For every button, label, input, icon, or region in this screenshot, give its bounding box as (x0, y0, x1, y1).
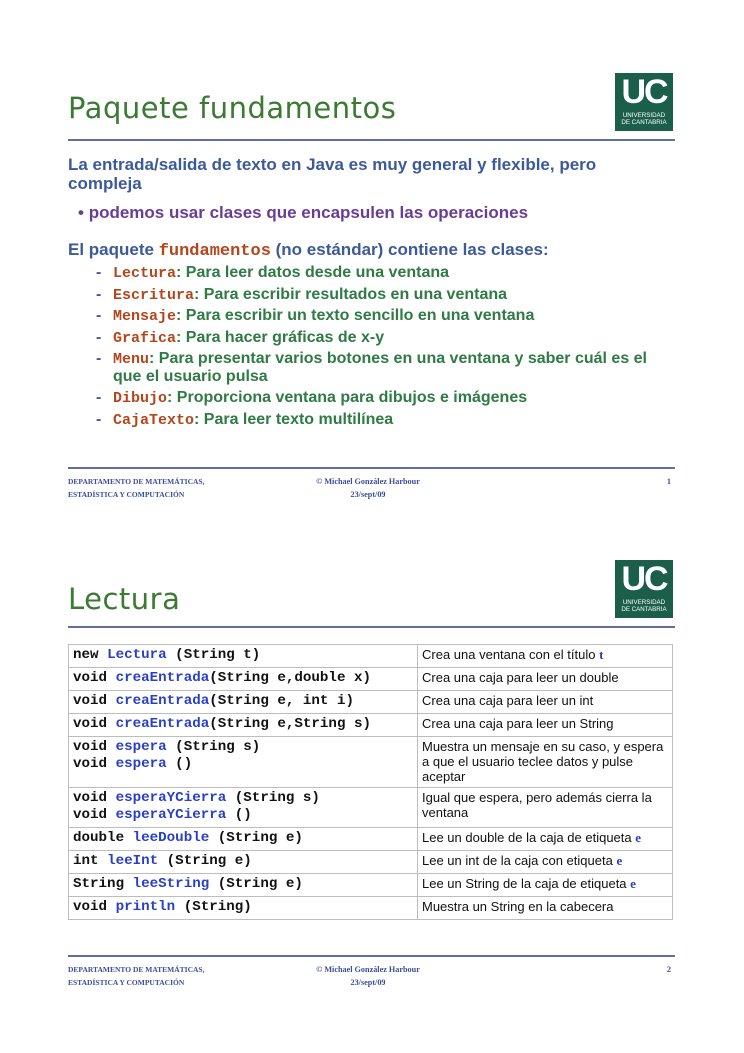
method-name: creaEntrada (115, 693, 210, 709)
method-signature (69, 714, 418, 737)
description-param: e (616, 853, 623, 868)
table-row (69, 897, 673, 920)
description-text: Lee un int de la caja con etiqueta (422, 853, 617, 868)
signature-prefix: void (73, 756, 116, 772)
signature-line (73, 670, 414, 687)
signature-params: () (226, 807, 252, 823)
class-description: : Para escribir un texto sencillo en una ventana (176, 307, 535, 325)
title-rule (68, 139, 675, 141)
dash-marker: - (96, 264, 102, 281)
table-row (69, 737, 673, 788)
class-name: Lectura (113, 265, 177, 282)
logo-subtitle: UNIVERSIDAD DE CANTABRIA (621, 112, 667, 126)
title-rule (68, 626, 675, 628)
signature-prefix: void (73, 693, 116, 709)
table-row (69, 645, 673, 668)
signature-line (73, 716, 414, 733)
method-name: println (115, 899, 176, 915)
signature-params: (String s) (166, 739, 261, 755)
description-text: Crea una caja para leer un int (422, 693, 594, 708)
footer-author: © Michael González Harbour 23/sept/09 (316, 477, 420, 499)
signature-line (73, 899, 414, 916)
dash-marker: - (96, 388, 102, 406)
method-signature (69, 788, 418, 828)
signature-line (73, 830, 414, 847)
method-signature (69, 645, 418, 668)
table-row (69, 874, 673, 897)
method-name: esperaYCierra (115, 807, 227, 823)
method-name: creaEntrada (115, 670, 210, 686)
class-description: : Para leer datos desde una ventana (176, 264, 450, 281)
page-number: 1 (666, 477, 671, 486)
footer-author: © Michael González Harbour 23/sept/09 (316, 965, 420, 987)
signature-prefix: void (73, 670, 116, 686)
dash-marker: - (96, 328, 102, 346)
method-name: espera (115, 756, 167, 772)
table-row (69, 851, 673, 874)
description-text: Muestra un mensaje en su caso, y espera a que el usuario teclee datos y pulse aceptar (422, 739, 664, 784)
class-name: CajaTexto (113, 411, 195, 429)
class-name: Dibujo (113, 389, 168, 407)
description-text: Crea una ventana con el título (422, 647, 600, 662)
table-row (69, 828, 673, 851)
table-row (69, 714, 673, 737)
footer-rule (68, 467, 675, 469)
method-name: espera (115, 739, 167, 755)
description-param: e (630, 876, 636, 891)
class-description: : Para leer texto multilínea (194, 410, 394, 428)
class-name: Escritura (113, 286, 195, 304)
signature-line (73, 693, 414, 710)
slide-title: Lectura (68, 582, 181, 616)
signature-params: (String) (175, 899, 252, 915)
method-name: leeDouble (132, 830, 210, 846)
class-description: : Para hacer gráficas de x-y (176, 328, 385, 346)
class-list (96, 264, 676, 432)
signature-prefix: String (73, 876, 133, 892)
class-description: : Para presentar varios botones en una ventana y saber cuál es el que el usuario pulsa (113, 350, 647, 386)
signature-prefix: void (73, 807, 116, 823)
dash-marker: - (96, 350, 102, 368)
dash-marker: - (96, 410, 102, 428)
method-signature (69, 737, 418, 788)
method-signature (69, 897, 418, 920)
signature-params: (String e,String s) (209, 716, 371, 732)
description-param: e (635, 830, 642, 845)
signature-line (73, 739, 414, 756)
signature-params: (String e) (209, 830, 303, 846)
class-list-item (96, 350, 676, 385)
signature-line (73, 853, 414, 870)
signature-line (73, 647, 414, 664)
footer-department: DEPARTAMENTO DE MATEMÁTICAS, ESTADÍSTICA Y COMPUTACIÓN (68, 965, 205, 987)
signature-prefix: double (73, 830, 133, 846)
signature-line (73, 756, 414, 773)
dash-marker: - (96, 307, 102, 325)
slide-1 (0, 0, 744, 520)
class-list-item (96, 264, 676, 282)
method-description (418, 851, 673, 874)
footer-department: DEPARTAMENTO DE MATEMÁTICAS, ESTADÍSTICA Y COMPUTACIÓN (68, 477, 205, 499)
method-table (68, 644, 673, 920)
intro-text: La entrada/salida de texto en Java es muy general y flexible, pero compleja (68, 155, 597, 193)
footer-rule (68, 955, 675, 957)
class-description: : Proporciona ventana para dibujos e imágenes (167, 388, 528, 406)
method-name: leeInt (107, 853, 159, 869)
signature-params: (String e, int i) (209, 693, 354, 709)
table-row (69, 788, 673, 828)
method-description (418, 668, 673, 691)
signature-line (73, 807, 414, 824)
table-row (69, 691, 673, 714)
method-signature (69, 691, 418, 714)
description-param: t (599, 647, 604, 662)
signature-line (73, 790, 414, 807)
slide-title: Paquete fundamentos (68, 91, 397, 125)
signature-prefix: void (73, 739, 116, 755)
signature-params: (String e,double x) (209, 670, 371, 686)
university-logo (615, 560, 673, 618)
method-description (418, 645, 673, 668)
signature-prefix: void (73, 899, 116, 915)
method-name: leeString (132, 876, 210, 892)
method-signature (69, 851, 418, 874)
description-text: Muestra un String en la cabecera (422, 899, 614, 914)
signature-prefix: int (73, 853, 108, 869)
class-list-item (96, 329, 676, 347)
method-description (418, 828, 673, 851)
method-name: creaEntrada (115, 716, 210, 732)
signature-params: (String t) (166, 647, 261, 663)
class-list-item (96, 307, 676, 325)
logo-text: UC (621, 560, 667, 598)
description-text: Lee un String de la caja de etiqueta (422, 876, 631, 891)
class-list-item (96, 389, 676, 407)
bullet-icon: • (78, 203, 89, 222)
signature-prefix: void (73, 790, 116, 806)
class-name: Menu (113, 351, 150, 369)
bullet-item: • podemos usar clases que encapsulen las operaciones (78, 203, 529, 222)
class-name: Grafica (113, 329, 177, 347)
university-logo (615, 73, 673, 131)
method-signature (69, 874, 418, 897)
slide-2 (0, 527, 744, 1053)
method-signature (69, 828, 418, 851)
signature-line (73, 876, 414, 893)
method-description (418, 737, 673, 788)
logo-subtitle: UNIVERSIDAD DE CANTABRIA (621, 599, 667, 613)
page-number: 2 (666, 965, 671, 974)
description-text: Lee un double de la caja de etiqueta (422, 830, 636, 845)
class-list-item (96, 286, 676, 304)
signature-params: (String e) (209, 876, 303, 892)
package-intro: El paquete fundamentos (no estándar) contiene las clases: (68, 240, 549, 261)
class-description: : Para escribir resultados en una ventana (194, 285, 508, 303)
table-row (69, 668, 673, 691)
method-description (418, 897, 673, 920)
description-text: Igual que espera, pero además cierra la ventana (422, 790, 652, 820)
method-description (418, 714, 673, 737)
signature-prefix: void (73, 716, 116, 732)
signature-prefix: new (73, 647, 108, 663)
method-name: Lectura (107, 647, 167, 663)
class-list-item (96, 411, 676, 429)
description-text: Crea una caja para leer un String (422, 716, 614, 731)
dash-marker: - (96, 285, 102, 303)
signature-params: (String e) (158, 853, 252, 869)
method-name: esperaYCierra (115, 790, 227, 806)
method-description (418, 874, 673, 897)
method-signature (69, 668, 418, 691)
logo-text: UC (621, 73, 667, 111)
method-description (418, 788, 673, 828)
method-description (418, 691, 673, 714)
signature-params: (String s) (226, 790, 320, 806)
class-name: Mensaje (113, 308, 177, 326)
signature-params: () (166, 756, 193, 772)
description-text: Crea una caja para leer un double (422, 670, 619, 685)
